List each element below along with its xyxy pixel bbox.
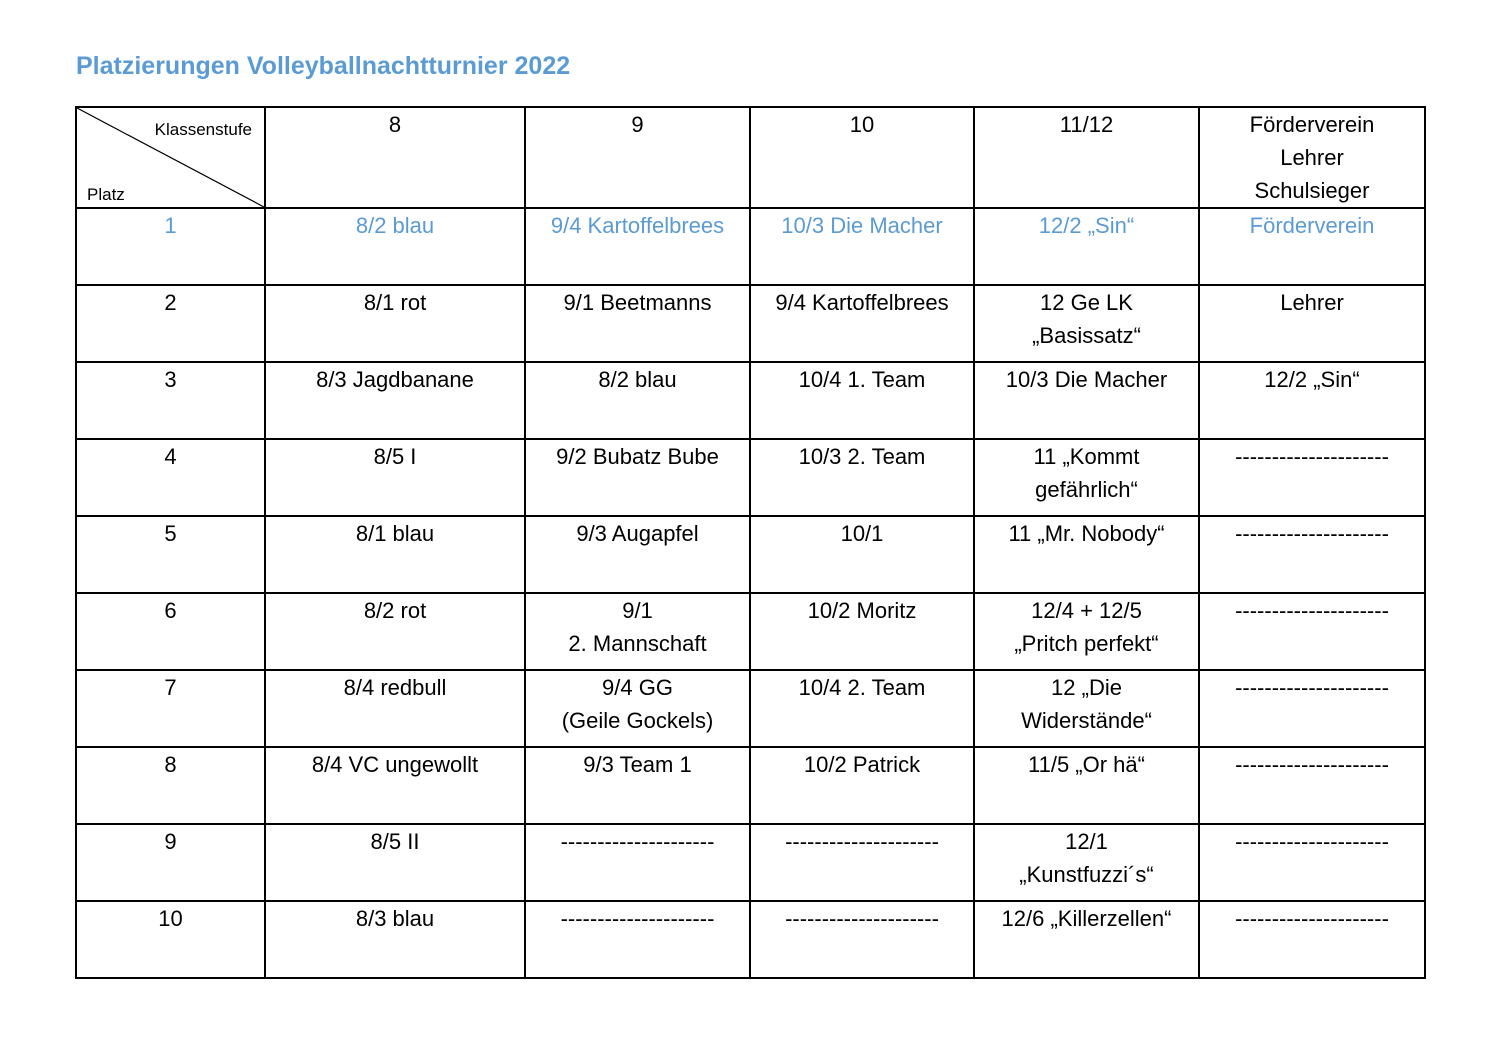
team-name-line: 11 „Kommt <box>1033 444 1140 469</box>
table-row <box>76 362 1425 439</box>
team-cell-grade-8 <box>265 747 525 824</box>
team-cell-grade-10 <box>750 362 974 439</box>
team-cell-special <box>1199 208 1425 285</box>
place-number-cell: 2 <box>76 285 265 362</box>
team-name-line: 9/2 Bubatz Bube <box>556 444 719 469</box>
team-name-line: 8/1 rot <box>363 290 427 315</box>
team-name-line: --------------------- <box>560 906 715 931</box>
team-cell-grade-9 <box>525 593 750 670</box>
team-name-line: Lehrer <box>1280 290 1344 315</box>
team-name-line: --------------------- <box>1235 675 1389 700</box>
team-cell-special <box>1199 670 1425 747</box>
team-name-line: 8/2 blau <box>598 367 677 392</box>
team-name-line: 10/4 1. Team <box>798 367 926 392</box>
table-row <box>76 285 1425 362</box>
team-name-line: 12/6 „Killerzellen“ <box>1001 906 1172 931</box>
column-header-grade-9: 9 <box>525 107 750 208</box>
team-cell-grade-11-12 <box>974 747 1199 824</box>
team-cell-grade-8 <box>265 285 525 362</box>
place-number-cell: 5 <box>76 516 265 593</box>
team-name-line: 8/2 rot <box>363 598 427 623</box>
team-cell-grade-9 <box>525 285 750 362</box>
team-cell-grade-9 <box>525 747 750 824</box>
team-name-line: --------------------- <box>1235 829 1389 854</box>
header-row <box>76 107 1425 208</box>
team-name-line: 9/3 Team 1 <box>583 752 692 777</box>
team-name-line: 12/4 + 12/5 <box>1031 598 1142 623</box>
team-cell-grade-8 <box>265 593 525 670</box>
team-name-line: 12 Ge LK <box>1040 290 1133 315</box>
place-number-cell: 6 <box>76 593 265 670</box>
team-cell-grade-8 <box>265 516 525 593</box>
place-number-cell: 4 <box>76 439 265 516</box>
team-name-line: 10/2 Patrick <box>803 752 921 777</box>
team-cell-special <box>1199 824 1425 901</box>
team-name-line: gefährlich“ <box>1035 477 1138 502</box>
place-number-cell: 1 <box>76 208 265 285</box>
team-cell-grade-9 <box>525 362 750 439</box>
place-number-cell: 3 <box>76 362 265 439</box>
column-header-special <box>1199 107 1425 208</box>
team-cell-grade-11-12 <box>974 439 1199 516</box>
team-name-line: „Pritch perfekt“ <box>1014 631 1159 656</box>
team-name-line: --------------------- <box>1235 444 1389 469</box>
team-cell-special <box>1199 901 1425 978</box>
table-row <box>76 670 1425 747</box>
column-header-line: Schulsieger <box>1254 178 1370 203</box>
team-name-line: 9/4 Kartoffelbrees <box>775 290 949 315</box>
team-name-line: 8/5 II <box>370 829 420 854</box>
team-cell-special <box>1199 747 1425 824</box>
table-row <box>76 747 1425 824</box>
team-name-line: 8/5 I <box>373 444 417 469</box>
team-name-line: --------------------- <box>1235 906 1389 931</box>
team-name-line: „Kunstfuzzi´s“ <box>1019 862 1154 887</box>
column-header-grade-10: 10 <box>750 107 974 208</box>
team-cell-grade-9 <box>525 439 750 516</box>
team-name-line: --------------------- <box>560 829 715 854</box>
team-cell-grade-8 <box>265 901 525 978</box>
team-name-line: 8/2 blau <box>355 213 435 238</box>
team-name-line: 12/2 „Sin“ <box>1038 213 1135 238</box>
team-name-line: --------------------- <box>1235 598 1389 623</box>
team-name-line: „Basissatz“ <box>1032 323 1141 348</box>
team-name-line: 10/3 Die Macher <box>781 213 943 238</box>
table-row <box>76 593 1425 670</box>
team-name-line: 10/2 Moritz <box>807 598 917 623</box>
team-name-line: 8/1 blau <box>355 521 435 546</box>
team-cell-grade-10 <box>750 593 974 670</box>
team-cell-grade-10 <box>750 670 974 747</box>
team-cell-special <box>1199 593 1425 670</box>
table-row <box>76 901 1425 978</box>
team-name-line: 8/3 blau <box>355 906 435 931</box>
place-number-cell: 7 <box>76 670 265 747</box>
team-cell-grade-9 <box>525 824 750 901</box>
team-cell-grade-8 <box>265 362 525 439</box>
team-cell-grade-8 <box>265 824 525 901</box>
team-cell-grade-10 <box>750 824 974 901</box>
team-cell-grade-11-12 <box>974 824 1199 901</box>
team-name-line: 9/4 Kartoffelbrees <box>550 213 725 238</box>
team-cell-grade-8 <box>265 208 525 285</box>
table-row <box>76 439 1425 516</box>
corner-header-cell <box>76 107 265 208</box>
team-name-line: 2. Mannschaft <box>568 631 707 656</box>
team-name-line: 9/1 <box>622 598 653 623</box>
page-title: Platzierungen Volleyballnachtturnier 2022 <box>76 52 571 80</box>
place-number-cell: 10 <box>76 901 265 978</box>
place-number-cell: 9 <box>76 824 265 901</box>
column-header-grade-8: 8 <box>265 107 525 208</box>
team-name-line: --------------------- <box>1235 752 1389 777</box>
corner-label-place: Platz <box>87 185 125 204</box>
team-cell-grade-11-12 <box>974 593 1199 670</box>
team-name-line: 11/5 „Or hä“ <box>1028 752 1145 777</box>
table-row <box>76 516 1425 593</box>
team-cell-grade-10 <box>750 747 974 824</box>
team-cell-grade-9 <box>525 901 750 978</box>
team-name-line: 10/4 2. Team <box>798 675 926 700</box>
team-cell-grade-9 <box>525 670 750 747</box>
team-name-line: 8/4 VC ungewollt <box>311 752 479 777</box>
team-cell-special <box>1199 285 1425 362</box>
team-cell-grade-11-12 <box>974 516 1199 593</box>
place-number-cell: 8 <box>76 747 265 824</box>
team-name-line: 10/3 2. Team <box>798 444 926 469</box>
team-name-line: 12 „Die <box>1051 675 1122 700</box>
team-name-line: 12/2 „Sin“ <box>1264 367 1360 392</box>
team-cell-grade-10 <box>750 208 974 285</box>
team-cell-special <box>1199 516 1425 593</box>
team-cell-special <box>1199 362 1425 439</box>
column-header-line: Lehrer <box>1280 145 1344 170</box>
team-cell-grade-10 <box>750 439 974 516</box>
table-row <box>76 824 1425 901</box>
team-name-line: 9/4 GG <box>602 675 673 700</box>
team-name-line: --------------------- <box>1235 521 1389 546</box>
team-name-line: --------------------- <box>785 906 939 931</box>
team-name-line: 8/3 Jagdbanane <box>316 367 474 392</box>
team-cell-grade-11-12 <box>974 901 1199 978</box>
team-name-line: Förderverein <box>1249 213 1375 238</box>
team-name-line: 11 „Mr. Nobody“ <box>1008 521 1165 546</box>
team-name-line: 8/4 redbull <box>343 675 447 700</box>
team-cell-grade-11-12 <box>974 362 1199 439</box>
team-cell-grade-11-12 <box>974 208 1199 285</box>
team-cell-grade-11-12 <box>974 670 1199 747</box>
corner-label-grade: Klassenstufe <box>154 120 252 139</box>
column-header-line: Förderverein <box>1249 112 1375 137</box>
team-name-line: (Geile Gockels) <box>561 708 714 733</box>
column-header-grade-11-12: 11/12 <box>974 107 1199 208</box>
team-cell-grade-10 <box>750 516 974 593</box>
team-cell-grade-8 <box>265 439 525 516</box>
team-cell-grade-9 <box>525 208 750 285</box>
team-name-line: 9/3 Augapfel <box>576 521 699 546</box>
team-name-line: Widerstände“ <box>1021 708 1152 733</box>
team-name-line: 12/1 <box>1065 829 1108 854</box>
team-cell-grade-11-12 <box>974 285 1199 362</box>
placements-table <box>75 106 1426 979</box>
team-name-line: 10/1 <box>840 521 884 546</box>
team-name-line: 10/3 Die Macher <box>1005 367 1168 392</box>
team-name-line: --------------------- <box>785 829 939 854</box>
team-cell-grade-9 <box>525 516 750 593</box>
table-row <box>76 208 1425 285</box>
team-cell-grade-10 <box>750 285 974 362</box>
team-cell-grade-8 <box>265 670 525 747</box>
team-cell-grade-10 <box>750 901 974 978</box>
team-name-line: 9/1 Beetmanns <box>563 290 712 315</box>
team-cell-special <box>1199 439 1425 516</box>
